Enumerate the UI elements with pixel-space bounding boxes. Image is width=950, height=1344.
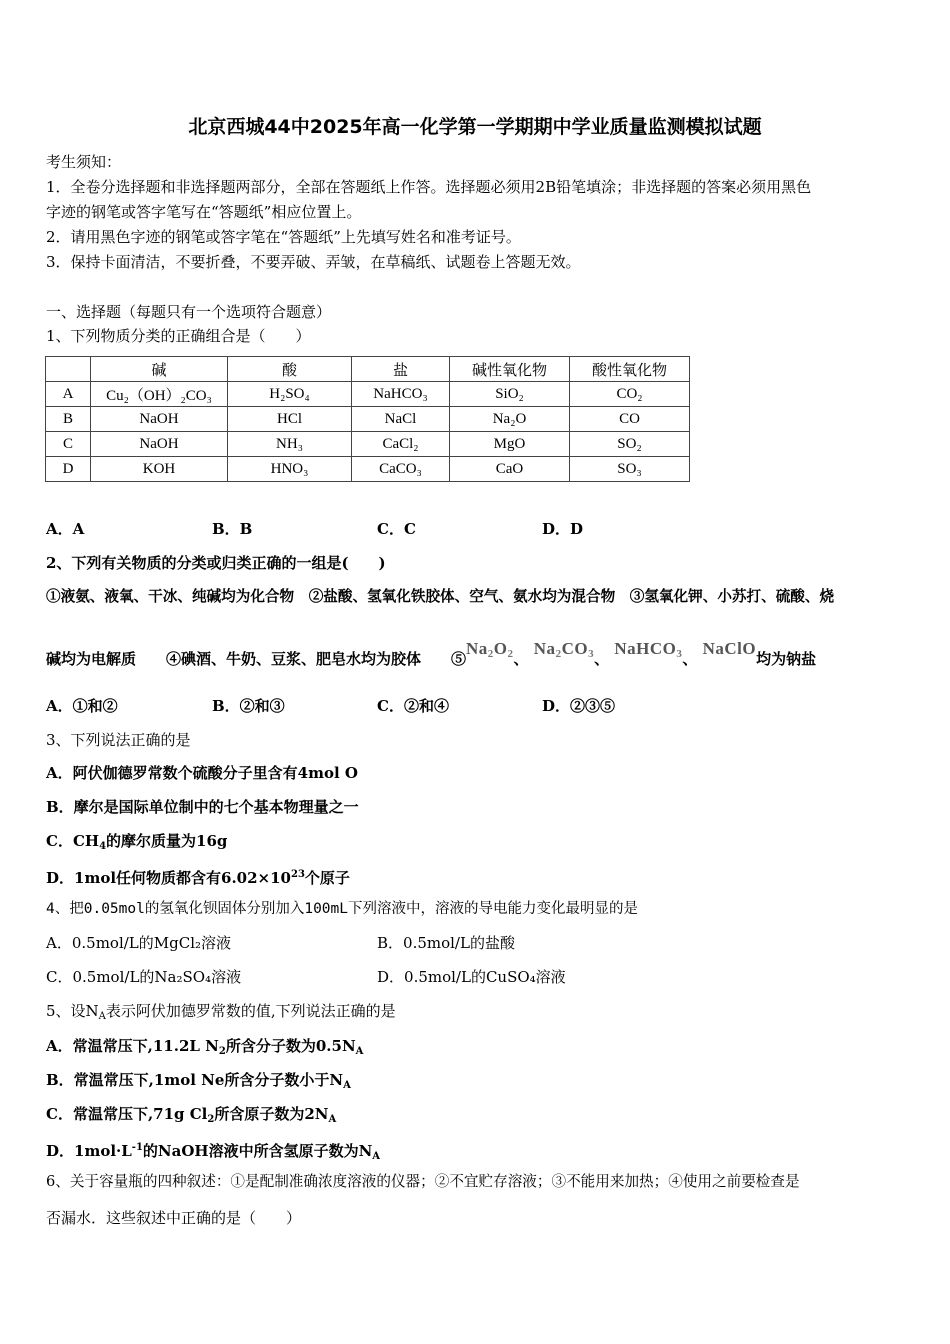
q2-statements-2	[46, 639, 817, 675]
q5-c-sub: 2	[207, 1114, 215, 1125]
q3-c-text-end: 的摩尔质量为16g	[106, 832, 228, 850]
separator: 、	[513, 650, 529, 668]
q1-option-d[interactable]: D．D	[542, 520, 584, 538]
cell-acidic-oxide: CO₂	[570, 382, 690, 407]
q3-stem: 3、下列说法正确的是	[46, 731, 191, 749]
table-row	[46, 432, 690, 457]
table-header-row	[46, 357, 690, 382]
q4-option-a[interactable]: A．0.5mol/L的MgCl₂溶液	[46, 934, 232, 952]
q5-b-text: B．常温常压下,1mol Ne所含分子数小于N	[46, 1071, 344, 1089]
cell-salt: NaHCO₃	[352, 382, 450, 407]
q3-d-text: D．1mol任何物质都含有6.02×10	[46, 869, 291, 887]
cell-acid: HCl	[228, 407, 352, 432]
q5-option-a[interactable]	[46, 1035, 363, 1063]
q5-option-b[interactable]	[46, 1069, 351, 1097]
row-label: C	[46, 432, 91, 457]
cell-base: Cu₂（OH）₂CO₃	[91, 382, 228, 407]
q5-c-sub2: A	[328, 1114, 337, 1125]
q3-d-text-end: 个原子	[304, 869, 350, 887]
cell-acid: NH₃	[228, 432, 352, 457]
q3-c-sub: 4	[99, 841, 107, 852]
formula-sodium-peroxide: $Na_2O_2$	[466, 639, 514, 660]
table-header-cell	[46, 357, 91, 382]
cell-salt: CaCl₂	[352, 432, 450, 457]
q5-stem	[46, 1000, 396, 1028]
table-header-cell: 酸	[228, 357, 352, 382]
table-header-cell: 酸性氧化物	[570, 357, 690, 382]
row-label: B	[46, 407, 91, 432]
table-row	[46, 382, 690, 407]
q1-option-a[interactable]: A．A	[46, 520, 85, 538]
formula-sodium-hypochlorite: NaClO	[702, 639, 757, 658]
formula-sodium-carbonate: $Na_2CO_3$	[533, 639, 595, 660]
q4-option-b[interactable]: B．0.5mol/L的盐酸	[377, 934, 515, 952]
q5-a-sub: 2	[218, 1046, 226, 1057]
formula-sodium-bicarbonate: NaHCO$_3$	[614, 639, 683, 660]
cell-base: NaOH	[91, 407, 228, 432]
q5-d-sup: -1	[131, 1142, 143, 1153]
cell-basic-oxide: CaO	[450, 457, 570, 482]
q4-stem: 4、把0.05mol的氢氧化钡固体分别加入100mL下列溶液中，溶液的导电能力变化最明显的是	[46, 901, 638, 917]
notice-item-3: 3．保持卡面清洁，不要折叠，不要弄破、弄皱，在草稿纸、试题卷上答题无效。	[46, 253, 581, 271]
cell-acid: H₂SO₄	[228, 382, 352, 407]
separator: 、	[682, 650, 698, 668]
table-header-cell: 盐	[352, 357, 450, 382]
cell-base: KOH	[91, 457, 228, 482]
q2-statements-2-text: 碱均为电解质 ④碘酒、牛奶、豆浆、肥皂水均为胶体 ⑤	[46, 650, 467, 668]
q3-d-sup: 23	[291, 869, 305, 880]
q5-a-text: A．常温常压下,11.2L N	[46, 1037, 219, 1055]
cell-acidic-oxide: SO₃	[570, 457, 690, 482]
cell-salt: NaCl	[352, 407, 450, 432]
q2-option-a[interactable]: A．①和②	[46, 697, 118, 715]
q3-option-d[interactable]	[46, 864, 350, 889]
notice-item-1: 1．全卷分选择题和非选择题两部分，全部在答题纸上作答。选择题必须用2B铅笔填涂；非选择题的答案必须用黑色	[46, 178, 812, 196]
section-heading: 一、选择题（每题只有一个选项符合题意）	[46, 303, 332, 321]
cell-acidic-oxide: SO₂	[570, 432, 690, 457]
q5-d-sub: A	[372, 1151, 381, 1162]
notice-heading: 考生须知：	[46, 153, 122, 171]
q5-stem-text: 5、设N	[46, 1002, 99, 1020]
table-row	[46, 457, 690, 482]
q6-stem: 6、关于容量瓶的四种叙述：①是配制准确浓度溶液的仪器；②不宜贮存溶液；③不能用来加热；④使用之前要检查是	[46, 1173, 800, 1190]
q5-c-text-mid: 所含原子数为2N	[214, 1105, 329, 1123]
cell-basic-oxide: Na₂O	[450, 407, 570, 432]
q1-stem: 1、下列物质分类的正确组合是（ ）	[46, 327, 311, 345]
q2-statements-1: ①液氨、液氧、干冰、纯碱均为化合物 ②盐酸、氢氧化铁胶体、空气、氨水均为混合物 ③氢氧化钾、小苏打、硫酸、烧	[46, 588, 835, 605]
notice-item-1-cont: 字迹的钢笔或答字笔写在“答题纸”相应位置上。	[46, 203, 362, 221]
q5-stem-text-end: 表示阿伏加德罗常数的值,下列说法正确的是	[105, 1002, 396, 1020]
row-label: D	[46, 457, 91, 482]
q3-c-text: C．CH	[46, 832, 100, 850]
q1-option-c[interactable]: C．C	[377, 520, 416, 538]
page-title: 北京西城44中2025年高一化学第一学期期中学业质量监测模拟试题	[188, 116, 762, 138]
classification-table	[45, 356, 690, 482]
cell-basic-oxide: SiO₂	[450, 382, 570, 407]
row-label: A	[46, 382, 91, 407]
q5-b-sub: A	[343, 1080, 351, 1091]
q3-option-c[interactable]	[46, 830, 227, 858]
q2-stem: 2、下列有关物质的分类或归类正确的一组是( )	[46, 554, 386, 572]
table-header-cell: 碱性氧化物	[450, 357, 570, 382]
q2-option-b[interactable]: B．②和③	[212, 697, 285, 715]
notice-item-2: 2．请用黑色字迹的钢笔或答字笔在“答题纸”上先填写姓名和准考证号。	[46, 228, 521, 246]
cell-base: NaOH	[91, 432, 228, 457]
q4-option-d[interactable]: D．0.5mol/L的CuSO₄溶液	[377, 968, 566, 986]
q5-a-text-mid: 所含分子数为0.5N	[225, 1037, 356, 1055]
separator: 、	[594, 650, 610, 668]
q6-stem-cont: 否漏水．这些叙述中正确的是（ ）	[46, 1209, 302, 1227]
q2-statements-2-end: 均为钠盐	[756, 650, 817, 668]
q1-option-b[interactable]: B．B	[212, 520, 253, 538]
cell-salt: CaCO₃	[352, 457, 450, 482]
q5-stem-sub: A	[98, 1011, 106, 1022]
q5-option-c[interactable]	[46, 1103, 336, 1131]
q3-option-b[interactable]: B．摩尔是国际单位制中的七个基本物理量之一	[46, 798, 359, 816]
table-header-cell: 碱	[91, 357, 228, 382]
q2-option-c[interactable]: C．②和④	[377, 697, 449, 715]
q5-d-text: D．1mol·L	[46, 1142, 132, 1160]
q2-option-d[interactable]: D．②③⑤	[542, 697, 616, 715]
table-row	[46, 407, 690, 432]
q5-d-text-mid: 的NaOH溶液中所含氢原子数为N	[142, 1142, 373, 1160]
cell-acid: HNO₃	[228, 457, 352, 482]
cell-basic-oxide: MgO	[450, 432, 570, 457]
cell-acidic-oxide: CO	[570, 407, 690, 432]
q5-a-sub2: A	[355, 1046, 364, 1057]
q4-option-c[interactable]: C．0.5mol/L的Na₂SO₄溶液	[46, 968, 242, 986]
q5-option-d[interactable]	[46, 1137, 380, 1168]
q5-c-text: C．常温常压下,71g Cl	[46, 1105, 208, 1123]
q3-option-a[interactable]: A．阿伏伽德罗常数个硫酸分子里含有4mol O	[46, 764, 358, 782]
